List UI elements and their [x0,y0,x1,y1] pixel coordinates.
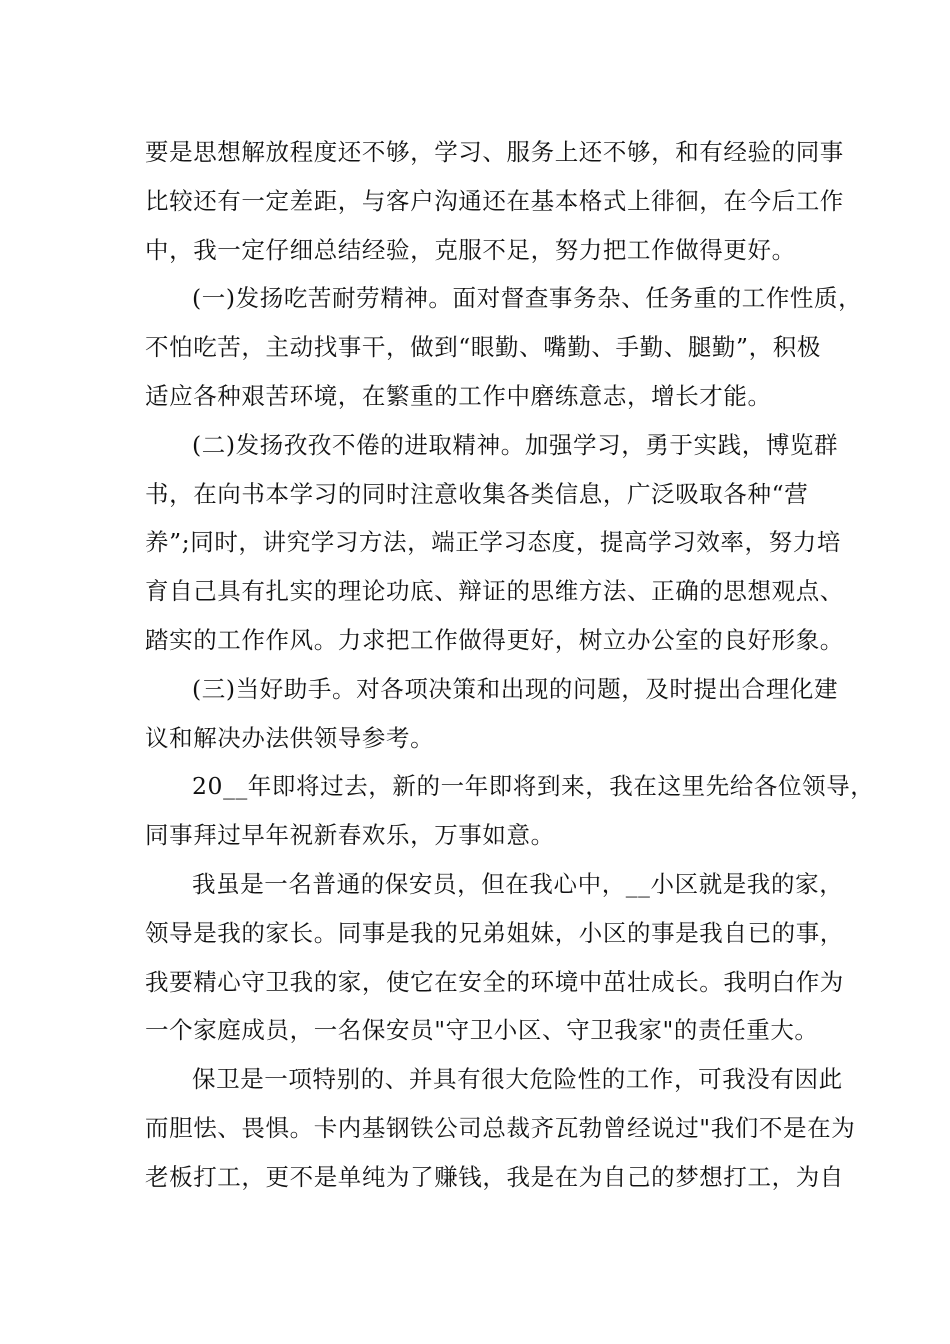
text-line: 我要精心守卫我的家，使它在安全的环境中茁壮成长。我明白作为 [145,967,844,996]
text-line: 一个家庭成员，一名保安员"守卫小区、守卫我家"的责任重大。 [145,1016,819,1045]
paragraph-6 [145,860,844,1055]
text-line: 我虽是一名普通的保安员，但在我心中，__小区就是我的家， [192,869,844,898]
document-body [145,128,875,1202]
text-line: (一)发扬吃苦耐劳精神。面对督查事务杂、任务重的工作性质， [192,284,863,313]
paragraph-4 [145,665,839,763]
text-line: 书，在向书本学习的同时注意收集各类信息，广泛吸取各种“营 [145,479,809,508]
text-line: 适应各种艰苦环境，在繁重的工作中磨练意志，增长才能。 [145,381,772,410]
text-line: 要是思想解放程度还不够，学习、服务上还不够，和有经验的同事 [145,138,844,166]
text-line: 中，我一定仔细总结经验，克服不足，努力把工作做得更好。 [145,235,796,264]
paragraph-1 [145,128,844,274]
text-line: 20__年即将过去，新的一年即将到来，我在这里先给各位领导， [192,772,875,801]
paragraph-3 [145,421,844,665]
text-line: 领导是我的家长。同事是我的兄弟姐妹，小区的事是我自已的事， [145,918,844,947]
text-line: 保卫是一项特别的、并具有很大危险性的工作，可我没有因此 [192,1065,843,1094]
text-line: 同事拜过早年祝新春欢乐，万事如意。 [145,821,555,850]
text-line: 不怕吃苦，主动找事干，做到“眼勤、嘴勤、手勤、腿勤”，积极 [145,333,821,362]
paragraph-5 [145,762,875,860]
text-line: 养”;同时，讲究学习方法，端正学习态度，提高学习效率，努力培 [145,528,841,557]
text-line: 踏实的工作作风。力求把工作做得更好，树立办公室的良好形象。 [145,625,844,654]
paragraph-2 [145,274,863,420]
text-line: 育自己具有扎实的理论功底、辩证的思维方法、正确的思想观点、 [145,577,844,606]
text-line: (二)发扬孜孜不倦的进取精神。加强学习，勇于实践，博览群 [192,430,839,459]
paragraph-7 [145,1055,856,1201]
text-line: 议和解决办法供领导参考。 [145,723,435,752]
text-line: 而胆怯、畏惧。卡内基钢铁公司总裁齐瓦勃曾经说过"我们不是在为 [145,1113,856,1142]
text-line: 比较还有一定差距，与客户沟通还在基本格式上徘徊，在今后工作 [145,186,844,215]
text-line: (三)当好助手。对各项决策和出现的问题，及时提出合理化建 [192,674,839,703]
text-line: 老板打工，更不是单纯为了赚钱，我是在为自己的梦想打工，为自 [145,1162,844,1191]
